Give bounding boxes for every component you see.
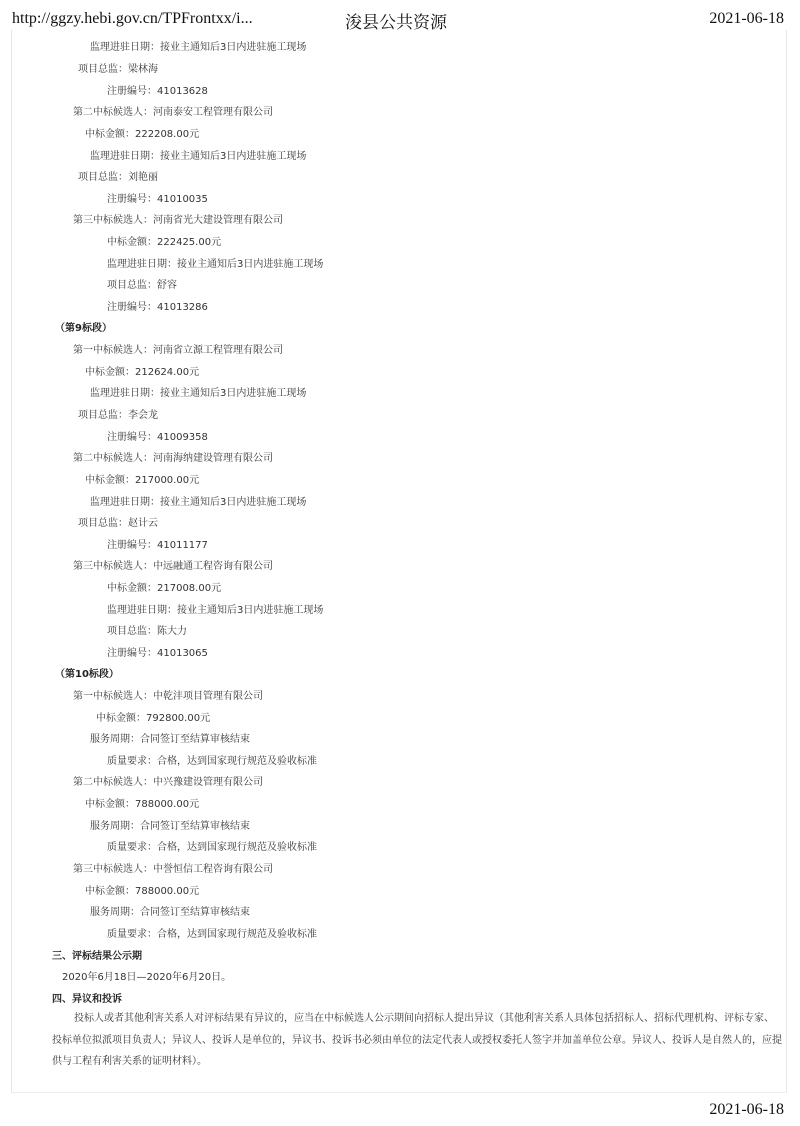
document-line: 监理进驻日期：接业主通知后3日内进驻施工现场 bbox=[90, 388, 307, 399]
document-line: 注册编号：41013628 bbox=[107, 86, 208, 97]
document-line: 质量要求：合格，达到国家现行规范及验收标准 bbox=[107, 929, 317, 940]
document-line: 质量要求：合格，达到国家现行规范及验收标准 bbox=[107, 842, 317, 853]
document-line: 注册编号：41011177 bbox=[107, 540, 208, 551]
page-url: http://ggzy.hebi.gov.cn/TPFrontxx/i... bbox=[12, 10, 253, 27]
document-line: 服务周期：合同签订至结算审核结束 bbox=[90, 821, 250, 832]
document-line: 注册编号：41013286 bbox=[107, 302, 208, 313]
document-line: 项目总监：梁林海 bbox=[78, 64, 158, 75]
document-line: 中标金额：217000.00元 bbox=[85, 475, 200, 486]
print-footer-date: 2021-06-18 bbox=[709, 1101, 784, 1118]
document-line: 注册编号：41013065 bbox=[107, 648, 208, 659]
document-line: 项目总监：李会龙 bbox=[78, 410, 158, 421]
document-line: 中标金额：222425.00元 bbox=[107, 237, 222, 248]
page-title: 浚县公共资源 bbox=[345, 13, 447, 33]
document-line: 监理进驻日期：接业主通知后3日内进驻施工现场 bbox=[90, 497, 307, 508]
document-line: 中标金额：788000.00元 bbox=[85, 799, 200, 810]
document-line: 第二中标候选人：中兴豫建设管理有限公司 bbox=[73, 777, 263, 788]
document-line: 第三中标候选人：中远融通工程咨询有限公司 bbox=[73, 561, 273, 572]
section-heading: 三、评标结果公示期 bbox=[52, 951, 142, 962]
document-line: 质量要求：合格，达到国家现行规范及验收标准 bbox=[107, 756, 317, 767]
complaint-paragraph: 投标人或者其他利害关系人对评标结果有异议的，应当在中标候选人公示期间向招标人提出异议（其他利害关系人具体包括招标人、招标代理机构、评标专家、投标单位拟派项目负责人；异议人、投诉人是单位的，异议书、投诉书必须由单位的法定代表人或授权委托人签字并加盖单位公章。异议人、投诉人是自然人的，应提供与工程有利害关系的证明材料）。 bbox=[52, 1013, 782, 1067]
document-line: 第三中标候选人：中誉恒信工程咨询有限公司 bbox=[73, 864, 273, 875]
document-line: 第三中标候选人：河南省光大建设管理有限公司 bbox=[73, 215, 283, 226]
document-line: 第一中标候选人：中乾沣项目管理有限公司 bbox=[73, 691, 263, 702]
document-line: 项目总监：刘艳丽 bbox=[78, 172, 158, 183]
document-line: 第二中标候选人：河南海纳建设管理有限公司 bbox=[73, 453, 273, 464]
document-line: 中标金额：222208.00元 bbox=[85, 129, 200, 140]
document-line: 监理进驻日期：接业主通知后3日内进驻施工现场 bbox=[107, 259, 324, 270]
document-line: 中标金额：217008.00元 bbox=[107, 583, 222, 594]
document-line: 项目总监：舒容 bbox=[107, 280, 177, 291]
document-line: 监理进驻日期：接业主通知后3日内进驻施工现场 bbox=[107, 605, 324, 616]
document-line: 第一中标候选人：河南省立源工程管理有限公司 bbox=[73, 345, 283, 356]
document-line: 注册编号：41010035 bbox=[107, 194, 208, 205]
document-line: 第二中标候选人：河南泰安工程管理有限公司 bbox=[73, 107, 273, 118]
document-line: 项目总监：陈大力 bbox=[107, 626, 187, 637]
document-line: 中标金额：212624.00元 bbox=[85, 367, 200, 378]
document-line: 监理进驻日期：接业主通知后3日内进驻施工现场 bbox=[90, 42, 307, 53]
section-heading: 四、异议和投诉 bbox=[52, 994, 122, 1005]
print-date: 2021-06-18 bbox=[709, 10, 784, 27]
document-line: 项目总监：赵计云 bbox=[78, 518, 158, 529]
document-line: 服务周期：合同签订至结算审核结束 bbox=[90, 907, 250, 918]
document-line: 服务周期：合同签订至结算审核结束 bbox=[90, 734, 250, 745]
section-heading: （第9标段） bbox=[55, 323, 112, 334]
document-line: 2020年6月18日—2020年6月20日。 bbox=[62, 972, 232, 983]
section-heading: （第10标段） bbox=[55, 669, 119, 680]
document-line: 注册编号：41009358 bbox=[107, 432, 208, 443]
document-line: 监理进驻日期：接业主通知后3日内进驻施工现场 bbox=[90, 151, 307, 162]
document-line: 中标金额：792800.00元 bbox=[96, 713, 211, 724]
document-line: 中标金额：788000.00元 bbox=[85, 886, 200, 897]
